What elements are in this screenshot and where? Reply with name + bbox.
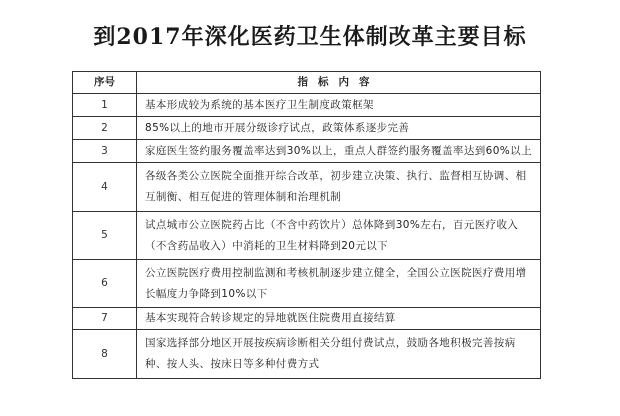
row-number: 6	[73, 260, 137, 308]
table-row	[73, 117, 541, 140]
table-row	[73, 140, 541, 163]
row-number: 2	[73, 117, 137, 140]
row-content: 85%以上的地市开展分级诊疗试点，政策体系逐步完善	[137, 117, 541, 140]
row-number: 5	[73, 212, 137, 260]
row-number: 8	[73, 330, 137, 379]
document-title: 到2017年深化医药卫生体制改革主要目标	[93, 24, 527, 50]
table-row	[73, 94, 541, 117]
table-header-row	[73, 72, 541, 94]
row-content: 试点城市公立医院药占比（不含中药饮片）总体降到30%左右，百元医疗收入（不含药品收入）中消耗的卫生材料降到20元以下	[137, 212, 541, 260]
row-content: 基本实现符合转诊规定的异地就医住院费用直接结算	[137, 308, 541, 330]
row-content: 公立医院医疗费用控制监测和考核机制逐步建立健全，全国公立医院医疗费用增长幅度力争降到10%以下	[137, 260, 541, 308]
row-number: 1	[73, 94, 137, 117]
table-row	[73, 330, 541, 379]
row-number: 4	[73, 163, 137, 212]
row-content: 家庭医生签约服务覆盖率达到30%以上，重点人群签约服务覆盖率达到60%以上	[137, 140, 541, 163]
table-row	[73, 163, 541, 212]
row-content: 国家选择部分地区开展按疾病诊断相关分组付费试点，鼓励各地积极完善按病种、按人头、按床日等多种付费方式	[137, 330, 541, 379]
header-number: 序号	[73, 72, 137, 94]
row-content: 基本形成较为系统的基本医疗卫生制度政策框架	[137, 94, 541, 117]
goals-table	[72, 71, 541, 379]
row-content: 各级各类公立医院全面推开综合改革，初步建立决策、执行、监督相互协调、相互制衡、相互促进的管理体制和治理机制	[137, 163, 541, 212]
row-number: 7	[73, 308, 137, 330]
header-content: 指标内容	[137, 72, 541, 94]
table-row	[73, 212, 541, 260]
row-number: 3	[73, 140, 137, 163]
table-row	[73, 308, 541, 330]
table-row	[73, 260, 541, 308]
